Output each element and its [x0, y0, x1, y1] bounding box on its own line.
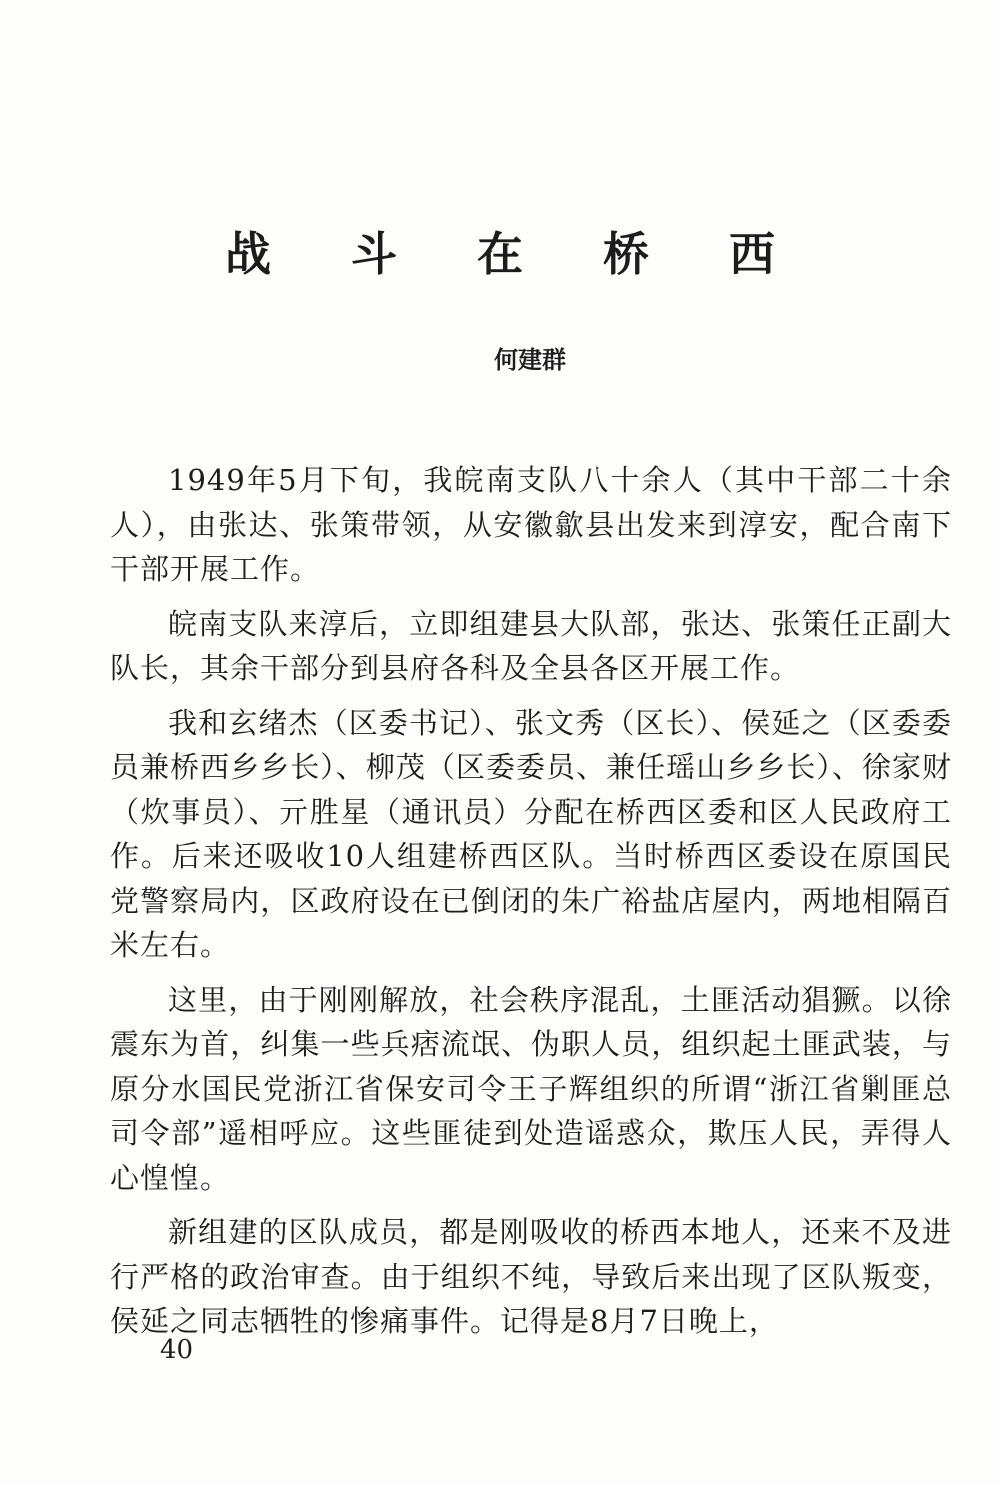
title-char: 桥 [603, 227, 649, 281]
paragraph: 新组建的区队成员，都是刚吸收的桥西本地人，还来不及进行严格的政治审查。由于组织不纯，导致后来出现了区队叛变，侯延之同志牺牲的惨痛事件。记得是8月7日晚上， [110, 1215, 952, 1338]
paragraph: 1949年5月下旬，我皖南支队八十余人（其中干部二十余人），由张达、张策带领，从安徽歙县出发来到淳安，配合南下干部开展工作。 [110, 463, 952, 586]
article-title [0, 218, 1000, 284]
title-char: 战 [225, 227, 271, 281]
paragraph: 我和玄绪杰（区委书记）、张文秀（区长）、侯延之（区委委员兼桥西乡乡长）、柳茂（区委委员、兼任瑶山乡乡长）、徐家财（炊事员）、亓胜星（通讯员）分配在桥西区委和区人民政府工作。后来还吸收10人组建桥西区队。当时桥西区委设在原国民党警察局内，区政府设在已倒闭的朱广裕盐店屋内，两地相隔百米左右。 [110, 705, 952, 962]
paragraph: 这里，由于刚刚解放，社会秩序混乱，土匪活动猖獗。以徐震东为首，纠集一些兵痞流氓、伪职人员，组织起土匪武装，与原分水国民党浙江省保安司令王子辉组织的所谓“浙江省剿匪总司令部”遥相呼应。这些匪徒到处造谣惑众，欺压人民，弄得人心惶惶。 [110, 982, 952, 1195]
article-body [110, 458, 952, 1354]
author-name: 何建群 [494, 346, 566, 374]
title-char: 西 [729, 227, 775, 281]
title-char: 斗 [351, 227, 397, 281]
title-char: 在 [477, 227, 523, 281]
paragraph: 皖南支队来淳后，立即组建县大队部，张达、张策任正副大队长，其余干部分到县府各科及全县各区开展工作。 [110, 606, 952, 685]
page-number: 40 [160, 1335, 194, 1365]
